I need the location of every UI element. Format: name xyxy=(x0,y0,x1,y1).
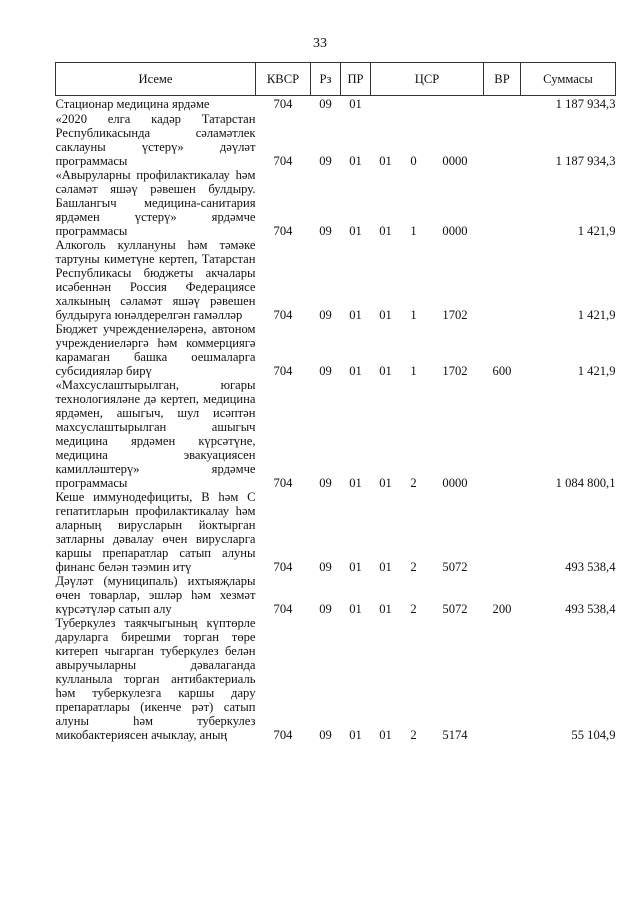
budget-table xyxy=(55,62,616,742)
row-sum: 1 421,9 xyxy=(577,308,616,322)
row-vr xyxy=(484,111,521,168)
row-csr-direction: 5072 xyxy=(442,560,468,574)
row-csr-program: 01 xyxy=(379,154,392,168)
row-rz: 09 xyxy=(319,364,332,378)
table-row xyxy=(56,96,616,112)
row-csr-direction: 1702 xyxy=(442,364,468,378)
row-pr: 01 xyxy=(349,308,362,322)
header-vr: ВР xyxy=(484,63,521,96)
row-csr-direction: 0000 xyxy=(442,224,468,238)
row-sum: 1 421,9 xyxy=(577,364,616,378)
row-csr-subprogram: 2 xyxy=(410,602,417,616)
header-csr: ЦСР xyxy=(371,63,484,96)
row-sum: 1 084 800,1 xyxy=(555,476,616,490)
row-sum: 1 187 934,3 xyxy=(555,154,616,168)
row-name: «Махсуслаштырылган, югары технологияләне дә кертеп, медицина ярдәмен, ашыгыч, шул исәптән махсуслаштырылган ашыгыч медицина ярдәмен күрсәтүне, медицина эвакуациясен камилләштерү» ярдәмче программасы xyxy=(55,378,256,490)
row-kvsr: 704 xyxy=(273,560,293,574)
row-csr-subprogram xyxy=(401,96,427,112)
row-vr xyxy=(484,168,521,238)
row-pr: 01 xyxy=(349,560,362,574)
header-name: Исеме xyxy=(56,63,256,96)
table-row xyxy=(56,490,616,574)
row-rz: 09 xyxy=(319,728,332,742)
row-vr: 600 xyxy=(492,364,512,378)
row-csr-program: 01 xyxy=(379,560,392,574)
row-rz: 09 xyxy=(319,308,332,322)
row-kvsr: 704 xyxy=(273,154,293,168)
row-csr-subprogram: 2 xyxy=(410,560,417,574)
row-kvsr: 704 xyxy=(273,602,293,616)
row-rz: 09 xyxy=(319,224,332,238)
header-kvsr: КВСР xyxy=(256,63,311,96)
row-csr-subprogram: 2 xyxy=(410,728,417,742)
row-sum: 1 187 934,3 xyxy=(555,97,616,111)
row-csr-direction xyxy=(427,96,484,112)
row-kvsr: 704 xyxy=(273,308,293,322)
row-csr-direction: 0000 xyxy=(442,476,468,490)
row-kvsr: 704 xyxy=(273,728,293,742)
table-row xyxy=(56,111,616,168)
row-vr xyxy=(484,490,521,574)
row-csr-program xyxy=(371,96,401,112)
row-name: «2020 елга кадәр Татарстан Республикасында сәламәтлек саклауны үстерү» дәүләт программасы xyxy=(55,112,256,168)
row-csr-direction: 5174 xyxy=(442,728,468,742)
table-row xyxy=(56,168,616,238)
row-pr: 01 xyxy=(349,97,362,111)
row-csr-subprogram: 0 xyxy=(410,154,417,168)
row-name: «Авыруларны профилактикалау һәм сәламәт яшәү рәвешен булдыру. Башлангыч медицина-санитария ярдәмен үстерү» ярдәмче программасы xyxy=(55,168,256,238)
row-name: Алкоголь куллануны һәм тәмәке тартуны киметүне кертеп, Татарстан Республикасы бюджеты акчалары исәбеннән Россия Федерациясе халкының сәламәт яшәү рәвешен булдыруга юнәлдерелгән гамәлләр xyxy=(55,238,256,322)
row-name: Туберкулез таякчыгының күптөрле даруларга бирешми торган төре китереп чыгарган туберкулез белән авыручыларны дәвалаганда кулланыла торган антибактериаль һәм туберкулезга каршы дару препаратлары (икенче рәт) сатып алуны һәм туберкулез микобактериясен ачыклау, аның xyxy=(55,616,256,742)
row-name: Бюджет учреждениеләренә, автоном учреждениеләргә һәм коммерциягә карамаган башка оешмаларга субсидияләр бирү xyxy=(55,322,256,378)
row-csr-program: 01 xyxy=(379,602,392,616)
row-rz: 09 xyxy=(319,97,332,111)
row-pr: 01 xyxy=(349,476,362,490)
row-kvsr: 704 xyxy=(273,97,293,111)
row-name: Кеше иммунодефициты, B һәм C гепатитларын профилактикалау һәм аларның вирусларын йоктырган затларны дәвалау өчен вирусларга каршы препаратлар сатып алуны финанс белән тәэмин итү xyxy=(55,490,256,574)
row-name: Дәүләт (муниципаль) ихтыяҗлары өчен товарлар, эшләр һәм хезмәт күрсәтүләр сатып алу xyxy=(55,574,256,616)
row-rz: 09 xyxy=(319,560,332,574)
row-rz: 09 xyxy=(319,476,332,490)
page-number: 33 xyxy=(313,36,327,51)
row-pr: 01 xyxy=(349,224,362,238)
row-csr-program: 01 xyxy=(379,364,392,378)
table-row xyxy=(56,322,616,378)
row-sum: 1 421,9 xyxy=(577,224,616,238)
table-row xyxy=(56,378,616,490)
row-csr-direction: 5072 xyxy=(442,602,468,616)
row-pr: 01 xyxy=(349,602,362,616)
header-sum: Суммасы xyxy=(521,63,616,96)
row-vr xyxy=(484,96,521,112)
table-header-row xyxy=(56,63,616,96)
row-vr: 200 xyxy=(492,602,512,616)
header-rz: Рз xyxy=(311,63,341,96)
row-name: Стационар медицина ярдәме xyxy=(55,97,210,111)
row-csr-program: 01 xyxy=(379,728,392,742)
row-csr-program: 01 xyxy=(379,224,392,238)
row-pr: 01 xyxy=(349,154,362,168)
row-sum: 493 538,4 xyxy=(565,560,616,574)
row-csr-program: 01 xyxy=(379,476,392,490)
row-rz: 09 xyxy=(319,602,332,616)
row-csr-direction: 1702 xyxy=(442,308,468,322)
row-vr xyxy=(484,378,521,490)
row-csr-subprogram: 1 xyxy=(410,364,417,378)
row-kvsr: 704 xyxy=(273,364,293,378)
table-row xyxy=(56,238,616,322)
table-row xyxy=(56,574,616,616)
row-sum: 493 538,4 xyxy=(565,602,616,616)
row-kvsr: 704 xyxy=(273,224,293,238)
row-vr xyxy=(484,238,521,322)
row-csr-direction: 0000 xyxy=(442,154,468,168)
row-csr-subprogram: 2 xyxy=(410,476,417,490)
header-pr: ПР xyxy=(341,63,371,96)
row-csr-subprogram: 1 xyxy=(410,308,417,322)
row-csr-program: 01 xyxy=(379,308,392,322)
row-pr: 01 xyxy=(349,728,362,742)
row-pr: 01 xyxy=(349,364,362,378)
row-vr xyxy=(484,616,521,742)
row-kvsr: 704 xyxy=(273,476,293,490)
table-row xyxy=(56,616,616,742)
row-rz: 09 xyxy=(319,154,332,168)
row-sum: 55 104,9 xyxy=(571,728,616,742)
row-csr-subprogram: 1 xyxy=(410,224,417,238)
